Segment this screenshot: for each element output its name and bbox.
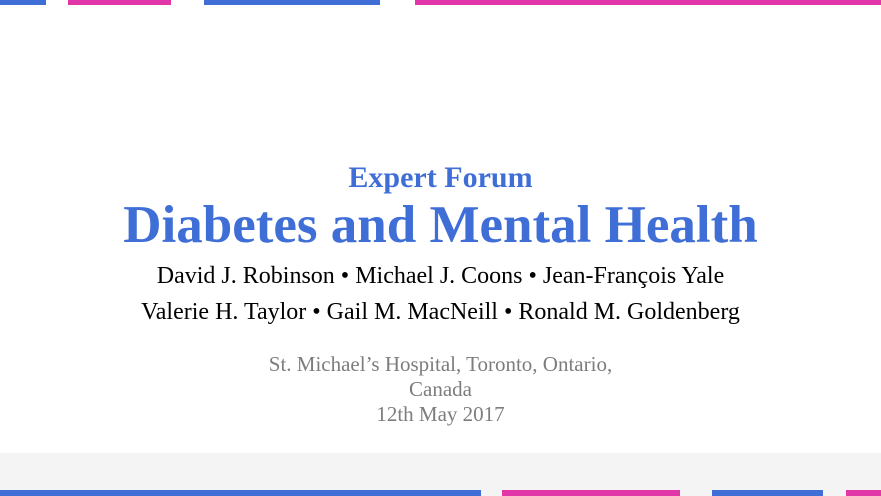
authors-line-2: Valerie H. Taylor • Gail M. MacNeill • Ronald M. Goldenberg <box>141 299 740 325</box>
bottom-decor-bar-magenta-2 <box>846 490 881 496</box>
slide-subtitle: Expert Forum <box>348 161 533 194</box>
slide-title: Diabetes and Mental Health <box>123 196 758 254</box>
authors-line-1: David J. Robinson • Michael J. Coons • Jean-François Yale <box>156 263 725 289</box>
top-decor-bar-magenta-1 <box>68 0 171 5</box>
venue-block <box>0 352 881 427</box>
venue-line-2: Canada <box>409 377 472 401</box>
top-decor-bar-magenta-2 <box>415 0 881 5</box>
top-decor-bar-blue-2 <box>204 0 380 5</box>
bottom-decor-bar-blue-1 <box>0 490 481 496</box>
presentation-date: 12th May 2017 <box>376 402 505 426</box>
top-decor-bar-blue-1 <box>0 0 46 5</box>
bottom-decor-bar-magenta-1 <box>502 490 680 496</box>
bottom-decor-bar-blue-2 <box>712 490 823 496</box>
venue-line-1: St. Michael’s Hospital, Toronto, Ontario, <box>268 352 613 376</box>
